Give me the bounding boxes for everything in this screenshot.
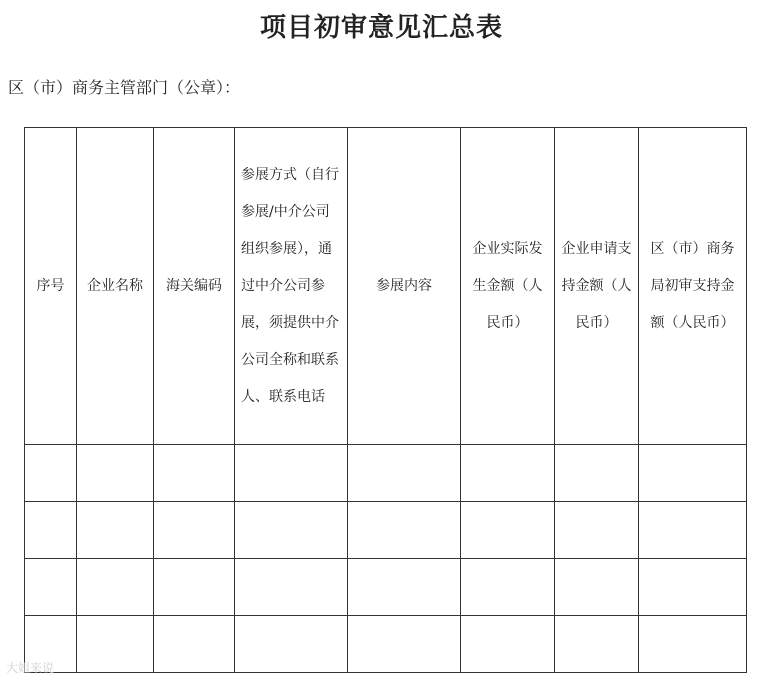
table-cell[interactable] — [154, 559, 235, 616]
table-cell[interactable] — [461, 559, 555, 616]
table-row — [25, 616, 747, 673]
table-cell[interactable] — [77, 616, 154, 673]
header-approved-amount: 区（市）商务局初审支持金额（人民币） — [639, 128, 747, 445]
table-cell[interactable] — [639, 502, 747, 559]
table-cell[interactable] — [555, 616, 639, 673]
table-cell[interactable] — [154, 616, 235, 673]
header-exhibition-method: 参展方式（自行参展/中介公司组织参展），通过中介公司参展，须提供中介公司全称和联系人、联系电话 — [235, 128, 348, 445]
header-exhibition-content: 参展内容 — [348, 128, 461, 445]
table-header-row — [25, 128, 747, 445]
table-cell[interactable] — [639, 559, 747, 616]
table-cell[interactable] — [555, 502, 639, 559]
table-cell[interactable] — [25, 502, 77, 559]
table-cell[interactable] — [235, 445, 348, 502]
review-summary-table — [24, 127, 747, 673]
table-cell[interactable] — [235, 616, 348, 673]
table-cell[interactable] — [348, 445, 461, 502]
table-cell[interactable] — [555, 559, 639, 616]
table-cell[interactable] — [348, 502, 461, 559]
header-actual-amount: 企业实际发生金额（人民币） — [461, 128, 555, 445]
table-cell[interactable] — [25, 559, 77, 616]
document-title: 项目初审意见汇总表 — [259, 13, 503, 43]
watermark-text: 大姐来说 — [6, 661, 55, 675]
table-cell[interactable] — [461, 445, 555, 502]
seal-department-label: 区（市）商务主管部门（公章）： — [8, 78, 241, 97]
table-cell[interactable] — [25, 445, 77, 502]
table-cell[interactable] — [77, 502, 154, 559]
table-cell[interactable] — [461, 616, 555, 673]
table-cell[interactable] — [639, 616, 747, 673]
table-cell[interactable] — [154, 445, 235, 502]
table-cell[interactable] — [348, 559, 461, 616]
table-cell[interactable] — [154, 502, 235, 559]
table-cell[interactable] — [77, 445, 154, 502]
table-cell[interactable] — [348, 616, 461, 673]
header-serial-number: 序号 — [25, 128, 77, 445]
table-cell[interactable] — [461, 502, 555, 559]
header-customs-code: 海关编码 — [154, 128, 235, 445]
header-company-name: 企业名称 — [77, 128, 154, 445]
header-requested-amount: 企业申请支持金额（人民币） — [555, 128, 639, 445]
table-cell[interactable] — [639, 445, 747, 502]
table-cell[interactable] — [235, 502, 348, 559]
table-row — [25, 445, 747, 502]
table-row — [25, 559, 747, 616]
table-cell[interactable] — [555, 445, 639, 502]
table-cell[interactable] — [235, 559, 348, 616]
table-row — [25, 502, 747, 559]
table-cell[interactable] — [77, 559, 154, 616]
